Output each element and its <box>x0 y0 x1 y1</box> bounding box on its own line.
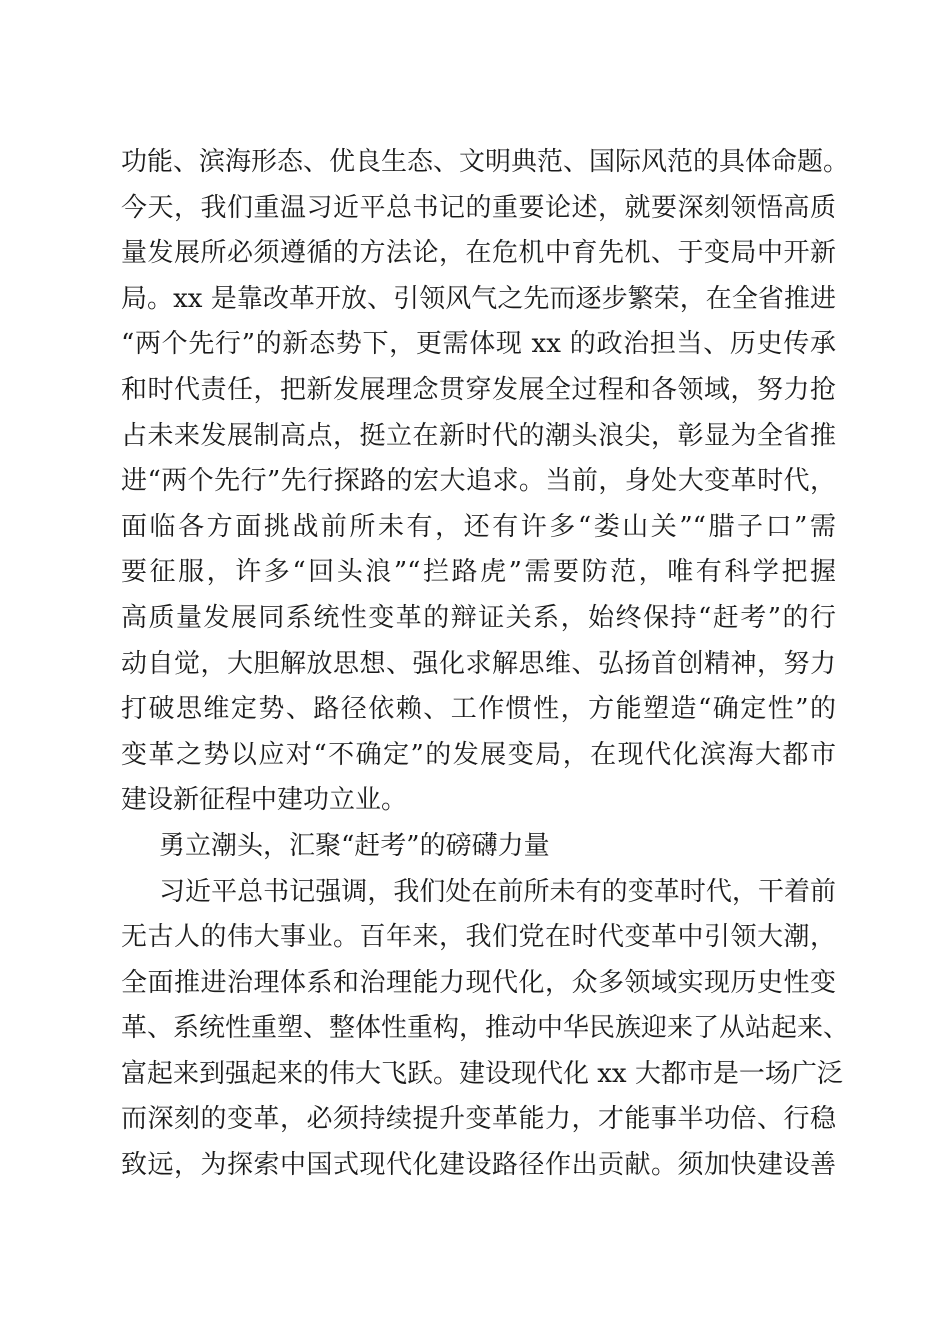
paragraph-line: 进“两个先行”先行探路的宏大追求。当前，身处大变革时代， <box>121 466 836 497</box>
paragraph-line: 致远，为探索中国式现代化建设路径作出贡献。须加快建设善 <box>121 1150 836 1181</box>
paragraph-line: 要征服，许多“回头浪”“拦路虎”需要防范，唯有科学把握 <box>121 557 836 588</box>
paragraph-line: 和时代责任，把新发展理念贯穿发展全过程和各领域，努力抢 <box>121 374 836 405</box>
paragraph-line: 动自觉，大胆解放思想、强化求解思维、弘扬首创精神，努力 <box>121 648 836 679</box>
paragraph-line: 富起来到强起来的伟大飞跃。建设现代化 xx 大都市是一场广泛 <box>121 1058 843 1089</box>
section-heading: 勇立潮头，汇聚“赶考”的磅礴力量 <box>159 830 550 861</box>
paragraph-line: “两个先行”的新态势下，更需体现 xx 的政治担当、历史传承 <box>121 329 836 360</box>
paragraph-line: 建设新征程中建功立业。 <box>121 785 408 816</box>
paragraph-line: 今天，我们重温习近平总书记的重要论述，就要深刻领悟高质 <box>121 192 836 223</box>
paragraph-line: 革、系统性重塑、整体性重构，推动中华民族迎来了从站起来、 <box>121 1013 850 1044</box>
paragraph-line: 占未来发展制高点，挺立在新时代的潮头浪尖，彰显为全省推 <box>121 420 836 451</box>
paragraph-line: 量发展所必须遵循的方法论，在危机中育先机、于变局中开新 <box>121 238 836 269</box>
paragraph-line: 习近平总书记强调，我们处在前所未有的变革时代，干着前 <box>159 876 836 907</box>
paragraph-line: 高质量发展同系统性变革的辩证关系，始终保持“赶考”的行 <box>121 602 836 633</box>
document-body <box>121 140 850 1189</box>
paragraph-line: 局。xx 是靠改革开放、引领风气之先而逐步繁荣，在全省推进 <box>121 283 836 314</box>
paragraph-line: 变革之势以应对“不确定”的发展变局，在现代化滨海大都市 <box>121 739 836 770</box>
paragraph-line: 而深刻的变革，必须持续提升变革能力，才能事半功倍、行稳 <box>121 1104 836 1135</box>
paragraph-line: 全面推进治理体系和治理能力现代化，众多领域实现历史性变 <box>121 967 836 998</box>
paragraph-line: 无古人的伟大事业。百年来，我们党在时代变革中引领大潮， <box>121 922 836 953</box>
paragraph-line: 打破思维定势、路径依赖、工作惯性，方能塑造“确定性”的 <box>121 694 836 725</box>
paragraph-line: 面临各方面挑战前所未有，还有许多“娄山关”“腊子口”需 <box>121 511 836 542</box>
paragraph-line: 功能、滨海形态、优良生态、文明典范、国际风范的具体命题。 <box>121 147 850 177</box>
